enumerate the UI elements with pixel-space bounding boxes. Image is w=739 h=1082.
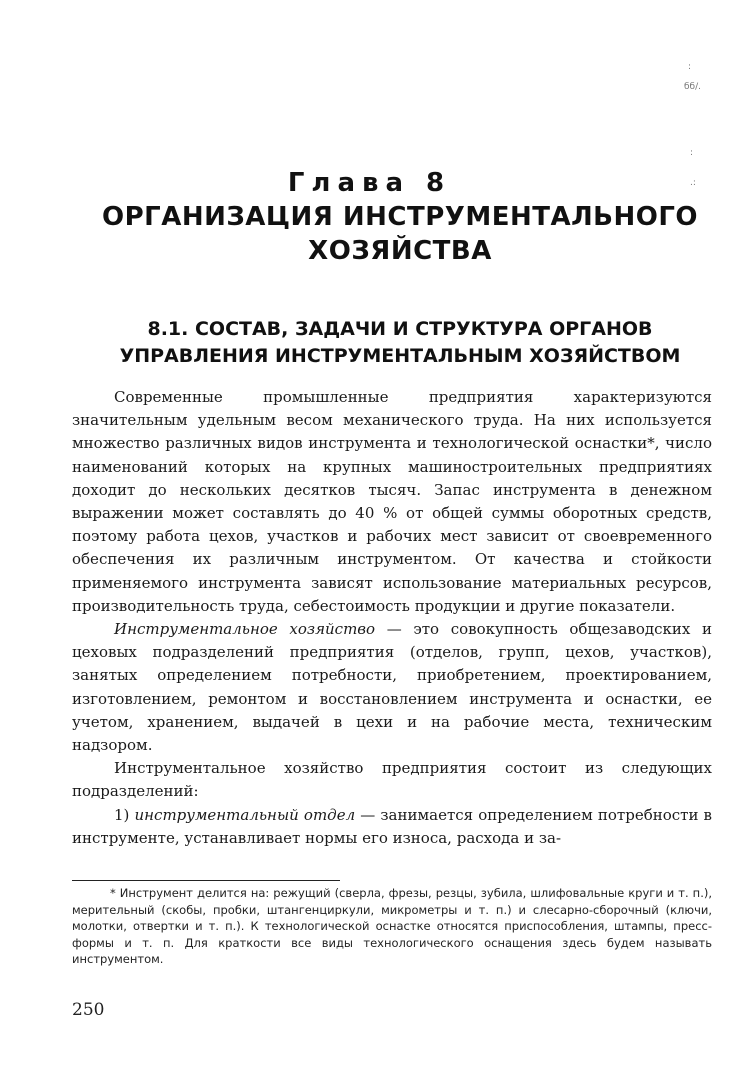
paragraph-text: — это совокупность общезаводских и цеховых подразделений предприятия (отделов, групп, цехов, участков), занятых определением потребности, приобретением, проектированием, изготовлением, ремонтом и восстановлением инструмента и оснастки, ее учетом, хранением, выдачей в цехи и на рабочие места, техническим надзором. xyxy=(72,620,712,755)
section-title-line: УПРАВЛЕНИЯ ИНСТРУМЕНТАЛЬНЫМ ХОЗЯЙСТВОМ xyxy=(119,345,681,367)
list-number: 1) xyxy=(114,805,135,824)
section-title xyxy=(60,316,739,370)
page-number: 250 xyxy=(72,1000,105,1020)
paragraph xyxy=(72,804,712,850)
chapter-title xyxy=(60,200,739,268)
body-text xyxy=(72,386,712,850)
term-italic: инструментальный отдел xyxy=(134,805,356,824)
section-title-line: 8.1. СОСТАВ, ЗАДАЧИ И СТРУКТУРА ОРГАНОВ xyxy=(147,318,653,340)
paragraph: Инструментальное хозяйство предприятия состоит из следующих подразделений: xyxy=(72,759,712,801)
margin-mark: : xyxy=(688,62,692,72)
margin-mark: .: xyxy=(690,178,696,188)
margin-mark: : xyxy=(690,148,694,158)
footnote: * Инструмент делится на: режущий (сверла, фрезы, резцы, зубила, шлифовальные круги и т. п.), мерительный (скобы, пробки, штангенциркули, микрометры и т. п.) и слесарно-сборочный (ключи, молотки, отвертки и т. п.). К технологической оснастке относятся приспособления, штампы, пресс-формы и т. п. Для краткости все виды технологического оснащения здесь будем называть инструментом. xyxy=(72,886,712,966)
chapter-title-line: ОРГАНИЗАЦИЯ ИНСТРУМЕНТАЛЬНОГО xyxy=(101,202,699,232)
footnote-divider xyxy=(72,880,340,881)
paragraph: Современные промышленные предприятия характеризуются значительным удельным весом механического труда. На них используется множество различных видов инструмента и технологической оснастки*, число наименований которых на крупных машиностроительных предприятиях доходит до нескольких десятков тысяч. Запас инструмента в денежном выражении может составлять до 40 % от общей суммы оборотных средств, поэтому работа цехов, участков и рабочих мест зависит от своевременного обеспечения их различным инструментом. От качества и стойкости применяемого инструмента зависят использование материальных ресурсов, производительность труда, себестоимость продукции и другие показатели. xyxy=(72,388,712,615)
term-italic: Инструментальное хозяйство xyxy=(114,620,376,639)
paragraph-text: — занимается определением потребности в инструменте, устанавливает нормы его износа, расхода и за- xyxy=(72,805,713,847)
paragraph xyxy=(72,618,712,757)
chapter-label: Глава 8 xyxy=(287,168,452,198)
margin-mark: бб/. xyxy=(684,82,701,92)
chapter-title-line: ХОЗЯЙСТВА xyxy=(308,236,492,266)
